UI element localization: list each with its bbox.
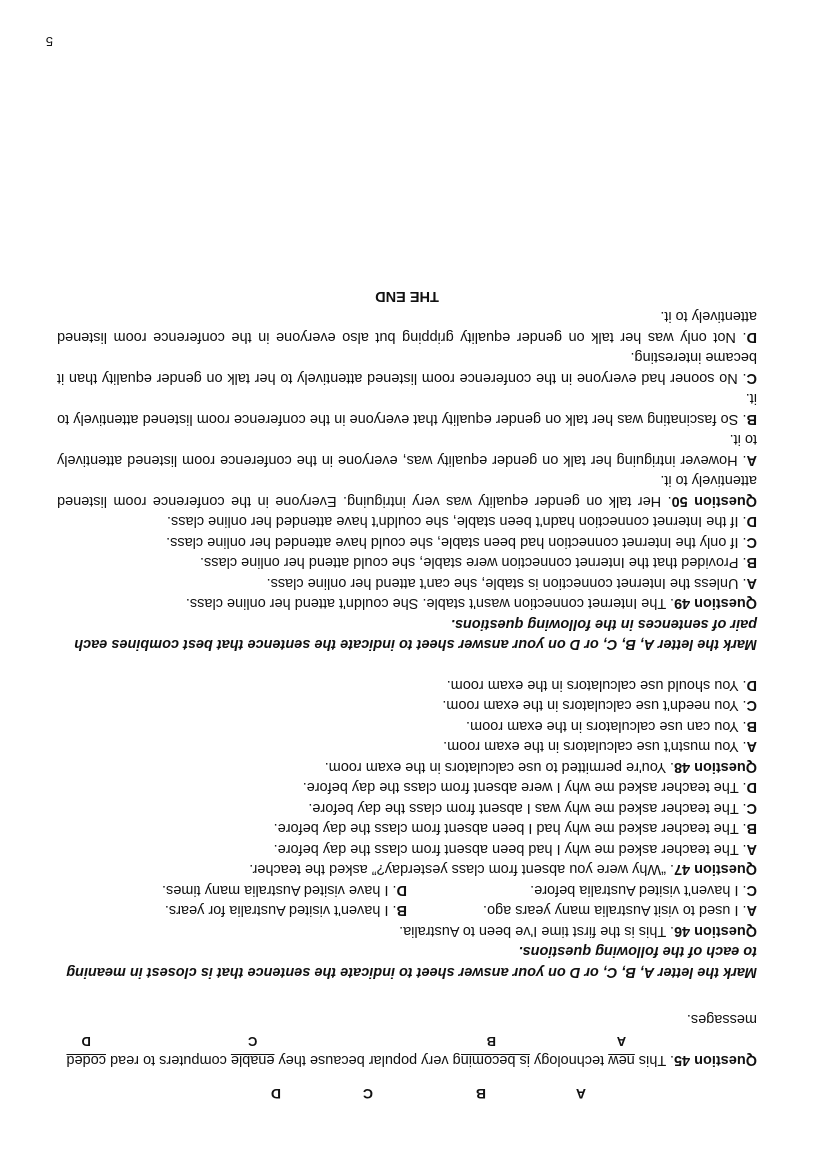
question-45: [57, 998, 757, 1080]
q46-option-b-letter: B: [396, 902, 407, 919]
q45-mark-d: D: [81, 1034, 91, 1049]
q48-option-c-letter: C: [746, 697, 757, 714]
q45-underlined-d: [66, 1034, 106, 1080]
question-50-label: Question 50: [671, 493, 757, 509]
question-49-stem: . The Internet connection wasn't stable. She couldn't attend her online class.: [185, 595, 674, 612]
q47-option-a-text: . The teacher asked me why I had been absent from class the day before.: [273, 841, 747, 857]
q48-option-a-text: . You mustn't use calculators in the exam room.: [443, 738, 747, 755]
q50-option-c-letter: C: [746, 370, 757, 386]
q49-option-d-text: . If the Internet connection hadn't been stable, she couldn't have attended her online class.: [167, 513, 747, 530]
q45-mark-c: C: [247, 1034, 258, 1049]
q49-option-d-letter: D: [746, 513, 757, 530]
q46-option-d: [162, 880, 407, 901]
q48-option-c: [57, 695, 757, 716]
q45-text-4: computers to read: [105, 1052, 231, 1068]
question-46-options-row-1: [57, 900, 757, 921]
q45-text-3: very popular because they: [274, 1052, 453, 1068]
q49-option-c-letter: C: [746, 534, 757, 550]
q47-option-d-text: . The teacher asked me why I were absent from class the day before.: [302, 779, 747, 796]
q50-option-b: [57, 388, 757, 429]
q50-option-d-text: . Not only was her talk on gender equality gripping but also everyone in the conference room listened attentively to it.: [57, 308, 757, 345]
q45-header-letter-a: A: [575, 1086, 586, 1102]
q47-option-c-letter: C: [746, 800, 757, 816]
question-48: [57, 757, 757, 778]
q45-underlined-b: [452, 1034, 530, 1080]
q48-option-a: [57, 736, 757, 757]
the-end-heading: THE END: [375, 288, 439, 304]
q49-option-d: [57, 511, 757, 532]
q46-option-b: [165, 900, 407, 921]
q45-underlined-d-text: coded: [66, 1052, 106, 1068]
q49-option-b-text: . Provided that the Internet connection were stable, she could attend her online class.: [200, 554, 747, 571]
q46-option-b-text: . I haven't visited Australia for years.: [164, 902, 397, 919]
q47-option-b-text: . The teacher asked me why had I been absent from class the day before.: [273, 820, 747, 837]
question-47: [57, 859, 757, 880]
instruction-combine-sentences: Mark the letter A, B, C, or D on your answer sheet to indicate the sentence that best combines each pair of sentences in the following questions.: [74, 616, 757, 653]
q47-option-d-letter: D: [746, 779, 757, 796]
question-46-label: Question 46: [674, 923, 757, 939]
q47-option-c-text: . The teacher asked me why was I absent from class the day before.: [308, 800, 747, 816]
q46-option-d-text: . I have visited Australia many times.: [162, 882, 397, 898]
q47-option-d: [57, 777, 757, 798]
q48-option-d: [57, 675, 757, 696]
q45-underlined-c-text: enable: [230, 1052, 275, 1068]
q48-option-b-letter: B: [746, 718, 757, 734]
page-number: 5: [45, 34, 53, 49]
q46-option-c-text: . I haven't visited Australia before.: [530, 882, 747, 898]
question-48-label: Question 48: [674, 759, 757, 775]
q48-option-b: [57, 716, 757, 737]
q47-option-a: [57, 839, 757, 860]
q46-option-c: [407, 880, 757, 901]
q45-mark-a: A: [616, 1034, 627, 1049]
q50-option-a-letter: A: [746, 452, 757, 468]
q45-mark-b: B: [486, 1034, 496, 1049]
q45-text-2: technology: [529, 1052, 609, 1068]
q50-option-a-text: . However intriguing her talk on gender equality was, everyone in the conference room listened attentively to it.: [57, 431, 757, 468]
question-48-stem: . You're permitted to use calculators in the exam room.: [324, 759, 674, 775]
q45-header-letter-b: B: [475, 1086, 486, 1102]
q48-option-d-text: . You should use calculators in the exam room.: [446, 677, 747, 693]
q46-option-c-letter: C: [746, 882, 757, 898]
q50-option-b-letter: B: [746, 411, 757, 427]
q50-option-d: [57, 306, 757, 347]
q48-option-a-letter: A: [746, 738, 757, 755]
question-47-label: Question 47: [674, 861, 757, 878]
q49-option-b: [57, 552, 757, 573]
question-50: [57, 470, 757, 511]
instruction-closest-meaning: Mark the letter A, B, C, or D on your answer sheet to indicate the sentence that is closest in meaning to each of the following questions.: [66, 943, 757, 980]
question-46-stem: . This is the first time I've been to Australia.: [399, 923, 674, 939]
q49-option-c: [57, 532, 757, 553]
q45-text-5: messages.: [686, 1011, 757, 1027]
q46-option-d-letter: D: [396, 882, 407, 898]
q47-option-c: [57, 798, 757, 819]
q47-option-a-letter: A: [746, 841, 757, 857]
q47-option-b-letter: B: [746, 820, 757, 837]
question-49: [57, 593, 757, 614]
question-45-label: Question 45: [674, 1052, 757, 1068]
q50-option-c-text: . No sooner had everyone in the conference room listened attentively to her talk on gender equality than it became interesting.: [57, 349, 757, 386]
q45-underlined-c: [230, 1034, 275, 1080]
spacer: [57, 982, 757, 998]
q48-option-b-text: . You can use calculators in the exam room.: [466, 718, 747, 734]
question-47-stem: . “Why were you absent from class yesterday?” asked the teacher.: [249, 861, 674, 878]
q46-option-a-letter: A: [746, 902, 757, 919]
q49-option-a: [57, 573, 757, 594]
q45-underlined-a: [608, 1034, 635, 1080]
q49-option-a-letter: A: [746, 575, 757, 591]
q49-option-a-text: . Unless the Internet connection is stable, she can't attend her online class.: [266, 575, 747, 591]
question-46: [57, 921, 757, 942]
q45-text-1: . This: [634, 1052, 674, 1068]
q45-header-letters: [57, 1080, 757, 1104]
q48-option-d-letter: D: [746, 677, 757, 693]
q48-option-c-text: . You needn't use calculators in the exam room.: [442, 697, 747, 714]
question-50-stem: . Her talk on gender equality was very intriguing. Everyone in the conference room listened attentively to it.: [57, 472, 757, 509]
q49-option-b-letter: B: [746, 554, 757, 571]
q45-header-letter-d: D: [270, 1086, 281, 1102]
page-content: [57, 286, 757, 1105]
q46-option-a: [407, 900, 757, 921]
q50-option-c: [57, 347, 757, 388]
q49-option-c-text: . If only the Internet connection had been stable, she could have attended her online class.: [166, 534, 747, 550]
spacer: [57, 655, 757, 675]
q50-option-d-letter: D: [746, 329, 757, 345]
q50-option-b-text: . So fascinating was her talk on gender equality that everyone in the conference room listened attentively to it.: [57, 390, 757, 427]
q45-underlined-a-text: new: [608, 1052, 635, 1068]
q45-underlined-b-text: is becoming: [452, 1052, 530, 1068]
question-46-options-row-2: [57, 880, 757, 901]
q50-option-a: [57, 429, 757, 470]
q46-option-a-text: . I used to visit Australia many years ago.: [482, 902, 747, 919]
q45-header-letter-c: C: [362, 1086, 373, 1102]
question-49-label: Question 49: [674, 595, 757, 612]
q47-option-b: [57, 818, 757, 839]
